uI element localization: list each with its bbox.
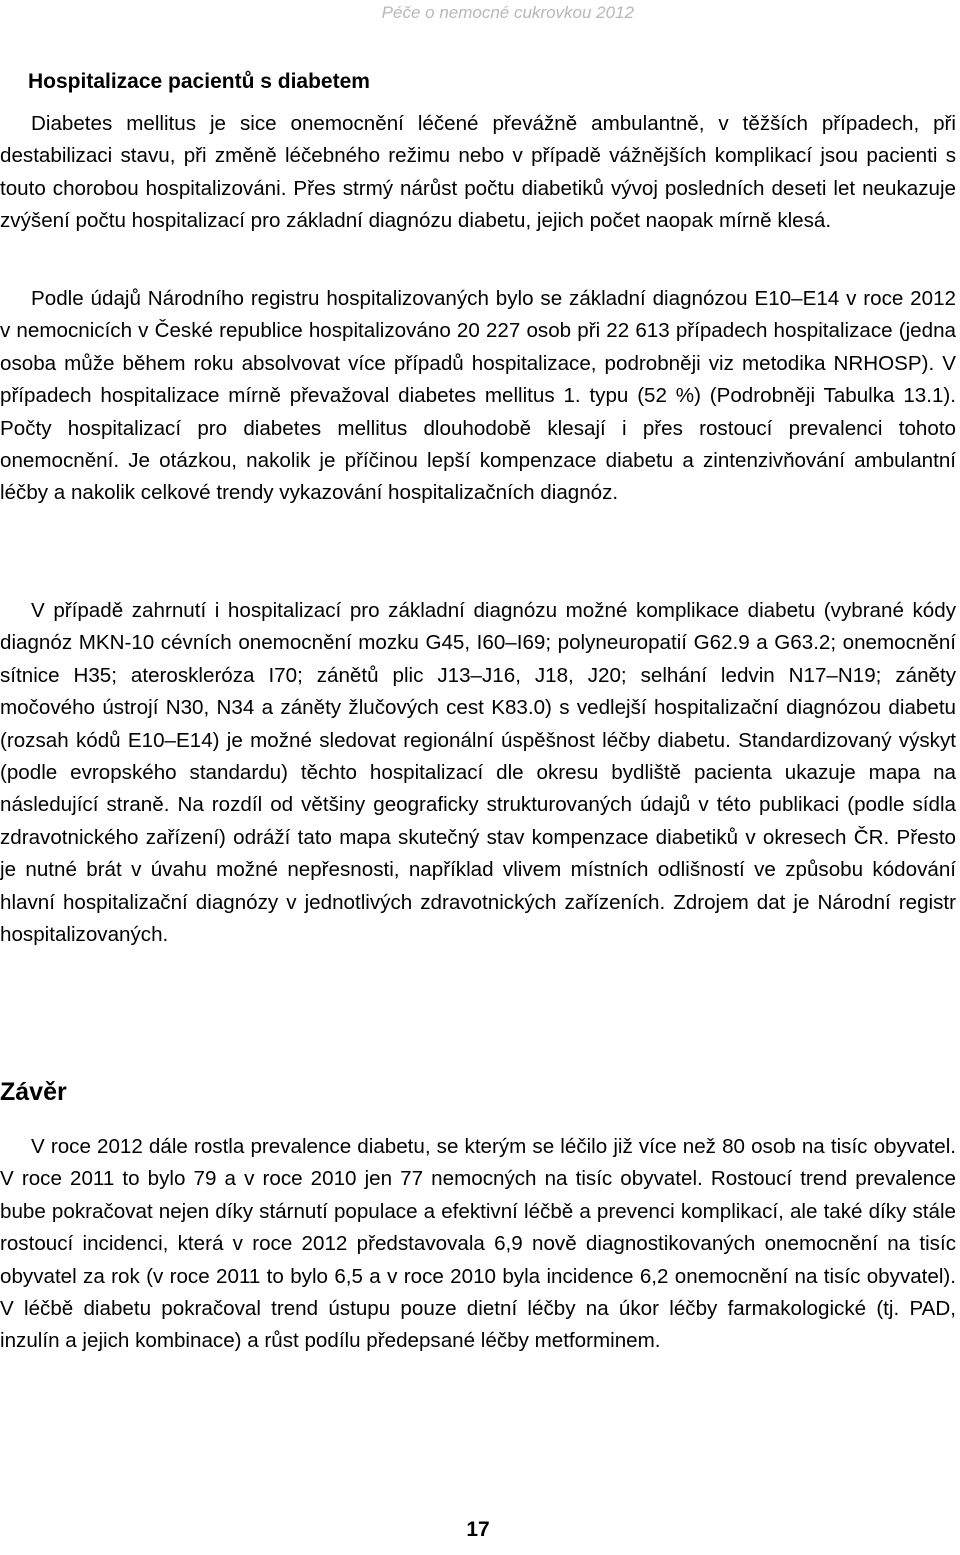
paragraph-hospitalization-intro: Diabetes mellitus je sice onemocnění léčené převážně ambulantně, v těžších případech, při destabilizaci stavu, při změně léčebného režimu nebo v případě vážnějších komplikací jsou pacienti s touto chorobou hospitalizováni. Přes strmý nárůst počtu diabetiků vývoj posledních deseti let neukazuje zvýšení počtu hospitalizací pro základní diagnózu diabetu, jejich počet naopak mírně klesá.	[0, 112, 956, 233]
paragraph-hospitalization-registry: Podle údajů Národního registru hospitalizovaných bylo se základní diagnózou E10–E14 v roce 2012 v nemocnicích v České republice hospitalizováno 20 227 osob při 22 613 případech hospitalizace (jedna osoba může během roku absolvovat více případů hospitalizace, podrobněji viz metodika NRHOSP). V případech hospitalizace mírně převažoval diabetes mellitus 1. typu (52 %) (Podrobněji Tabulka 13.1). Počty hospitalizací pro diabetes mellitus dlouhodobě klesají i přes rostoucí prevalenci tohoto onemocnění. Je otázkou, nakolik je příčinou lepší kompenzace diabetu a zintenzivňování ambulantní léčby a nakolik celkové trendy vykazování hospitalizačních diagnóz.	[0, 287, 956, 505]
section-title-hospitalization: Hospitalizace pacientů s diabetem	[28, 70, 370, 93]
paragraph-hospitalization-complications: V případě zahrnutí i hospitalizací pro základní diagnózu možné komplikace diabetu (vybrané kódy diagnóz MKN-10 cévních onemocnění mozku G45, I60–I69; polyneuropatií G62.9 a G63.2; onemocnění sítnice H35; ateroskleróza I70; zánětů plic J13–J16, J18, J20; selhání ledvin N17–N19; záněty močového ústrojí N30, N34 a záněty žlučových cest K83.0) s vedlejší hospitalizační diagnózou diabetu (rozsah kódů E10–E14) je možné sledovat regionální úspěšnost léčby diabetu. Standardizovaný výskyt (podle evropského standardu) těchto hospitalizací dle okresu bydliště pacienta ukazuje mapa na následující straně. Na rozdíl od většiny geograficky strukturovaných údajů v této publikaci (podle sídla zdravotnického zařízení) odráží tato mapa skutečný stav kompenzace diabetiků v okresech ČR. Přesto je nutné brát v úvahu možné nepřesnosti, například vlivem místních odlišností ve způsobu kódování hlavní hospitalizační diagnózy v jednotlivých zdravotnických zařízeních. Zdrojem dat je Národní registr hospitalizovaných.	[0, 599, 956, 947]
page-number: 17	[466, 1518, 490, 1541]
running-header: Péče o nemocné cukrovkou 2012	[381, 3, 634, 22]
section-title-conclusion: Závěr	[0, 1078, 67, 1106]
paragraph-conclusion: V roce 2012 dále rostla prevalence diabetu, se kterým se léčilo již více než 80 osob na tisíc obyvatel. V roce 2011 to bylo 79 a v roce 2010 jen 77 nemocných na tisíc obyvatel. Rostoucí trend prevalence bube pokračovat nejen díky stárnutí populace a efektivní léčbě a prevenci komplikací, ale také díky stále rostoucí incidenci, která v roce 2012 představovala 6,9 nově diagnostikovaných onemocnění na tisíc obyvatel za rok (v roce 2011 to bylo 6,5 a v roce 2010 byla incidence 6,2 onemocnění na tisíc obyvatel). V léčbě diabetu pokračoval trend ústupu pouze dietní léčby na úkor léčby farmakologické (tj. PAD, inzulín a jejich kombinace) a růst podílu předepsané léčby metforminem.	[0, 1135, 956, 1353]
